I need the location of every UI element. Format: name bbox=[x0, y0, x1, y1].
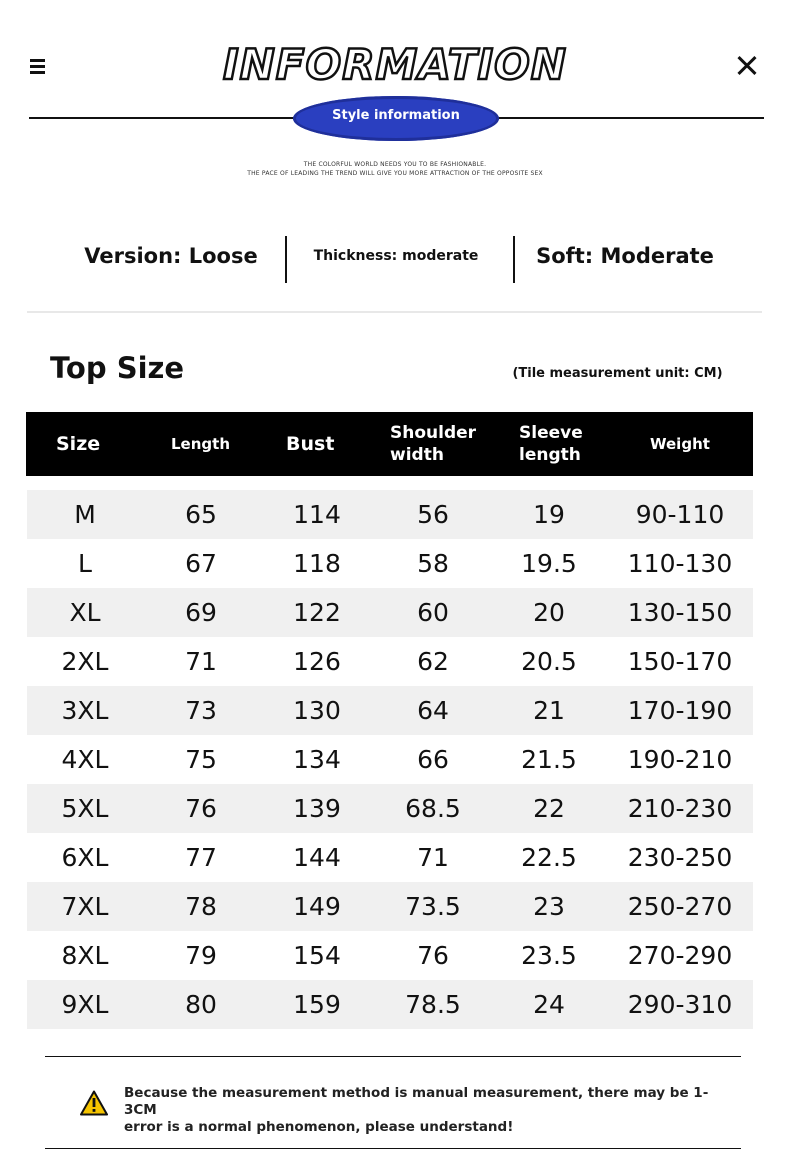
bust-cell: 134 bbox=[293, 745, 341, 774]
sleeve-cell: 21.5 bbox=[521, 745, 577, 774]
shoulder-cell: 71 bbox=[417, 843, 449, 872]
thickness-attribute: Thickness: moderate bbox=[313, 248, 479, 264]
size-cell: 3XL bbox=[61, 696, 109, 725]
length-cell: 67 bbox=[185, 549, 217, 578]
header-length: Length bbox=[171, 435, 230, 453]
shoulder-cell: 62 bbox=[417, 647, 449, 676]
length-cell: 71 bbox=[185, 647, 217, 676]
size-cell: 6XL bbox=[61, 843, 109, 872]
table-row bbox=[27, 980, 753, 1029]
header-sleeve-line-1: Sleeve bbox=[519, 423, 583, 443]
shoulder-cell: 64 bbox=[417, 696, 449, 725]
warning-triangle-icon bbox=[80, 1090, 108, 1116]
bust-cell: 159 bbox=[293, 990, 341, 1019]
shoulder-cell: 73.5 bbox=[405, 892, 461, 921]
weight-cell: 170-190 bbox=[627, 696, 733, 725]
weight-cell: 270-290 bbox=[627, 941, 733, 970]
size-table-header bbox=[26, 412, 753, 476]
disclaimer-line-2: error is a normal phenomenon, please understand! bbox=[124, 1119, 514, 1135]
sleeve-cell: 19 bbox=[533, 500, 565, 529]
header-bust: Bust bbox=[286, 433, 335, 455]
length-cell: 79 bbox=[185, 941, 217, 970]
header-sleeve-line-2: length bbox=[519, 445, 581, 465]
header-weight: Weight bbox=[650, 435, 710, 453]
weight-cell: 150-170 bbox=[627, 647, 733, 676]
weight-cell: 190-210 bbox=[627, 745, 733, 774]
header-rule-left bbox=[29, 117, 297, 119]
style-information-badge: Style information bbox=[293, 96, 499, 141]
weight-cell: 210-230 bbox=[627, 794, 733, 823]
bust-cell: 149 bbox=[293, 892, 341, 921]
shoulder-cell: 66 bbox=[417, 745, 449, 774]
shoulder-cell: 68.5 bbox=[405, 794, 461, 823]
bust-cell: 118 bbox=[293, 549, 341, 578]
table-row bbox=[27, 637, 753, 686]
header-sleeve-length bbox=[519, 412, 583, 476]
weight-cell: 130-150 bbox=[627, 598, 733, 627]
length-cell: 69 bbox=[185, 598, 217, 627]
size-cell: 5XL bbox=[61, 794, 109, 823]
size-cell: 4XL bbox=[61, 745, 109, 774]
size-cell: 7XL bbox=[61, 892, 109, 921]
footer-rule-bottom bbox=[45, 1148, 741, 1149]
length-cell: 80 bbox=[185, 990, 217, 1019]
header-shoulder-line-1: Shoulder bbox=[390, 423, 477, 443]
size-cell: 9XL bbox=[61, 990, 109, 1019]
size-cell: 2XL bbox=[61, 647, 109, 676]
measurement-disclaimer bbox=[124, 1085, 714, 1136]
weight-cell: 250-270 bbox=[627, 892, 733, 921]
header-shoulder-line-2: width bbox=[390, 445, 444, 465]
table-row bbox=[27, 931, 753, 980]
sleeve-cell: 21 bbox=[533, 696, 565, 725]
bust-cell: 144 bbox=[293, 843, 341, 872]
tagline-line-2: THE PACE OF LEADING THE TREND WILL GIVE YOU MORE ATTRACTION OF THE OPPOSITE SEX bbox=[247, 170, 543, 177]
size-cell: M bbox=[74, 500, 96, 529]
size-cell: 8XL bbox=[61, 941, 109, 970]
size-cell: XL bbox=[69, 598, 101, 627]
weight-cell: 90-110 bbox=[635, 500, 725, 529]
table-row bbox=[27, 784, 753, 833]
shoulder-cell: 60 bbox=[417, 598, 449, 627]
hamburger-menu-icon[interactable] bbox=[28, 56, 48, 76]
table-row bbox=[27, 490, 753, 539]
table-row bbox=[27, 686, 753, 735]
table-row bbox=[27, 588, 753, 637]
sleeve-cell: 22.5 bbox=[521, 843, 577, 872]
length-cell: 76 bbox=[185, 794, 217, 823]
size-cell: L bbox=[78, 549, 92, 578]
attribute-divider bbox=[285, 236, 287, 283]
length-cell: 77 bbox=[185, 843, 217, 872]
length-cell: 65 bbox=[185, 500, 217, 529]
shoulder-cell: 76 bbox=[417, 941, 449, 970]
attribute-divider bbox=[513, 236, 515, 283]
bust-cell: 154 bbox=[293, 941, 341, 970]
sleeve-cell: 23 bbox=[533, 892, 565, 921]
length-cell: 75 bbox=[185, 745, 217, 774]
tagline-line-1: THE COLORFUL WORLD NEEDS YOU TO BE FASHIONABLE. bbox=[303, 161, 487, 168]
header-shoulder-width bbox=[390, 412, 476, 476]
sleeve-cell: 22 bbox=[533, 794, 565, 823]
bust-cell: 130 bbox=[293, 696, 341, 725]
weight-cell: 230-250 bbox=[627, 843, 733, 872]
bust-cell: 114 bbox=[293, 500, 341, 529]
table-row bbox=[27, 539, 753, 588]
sleeve-cell: 19.5 bbox=[521, 549, 577, 578]
sleeve-cell: 20 bbox=[533, 598, 565, 627]
size-table-body bbox=[27, 490, 753, 1029]
length-cell: 73 bbox=[185, 696, 217, 725]
page-title: INFORMATION bbox=[223, 40, 567, 89]
section-title: Top Size bbox=[50, 351, 185, 385]
header-rule-right bbox=[495, 117, 764, 119]
bust-cell: 126 bbox=[293, 647, 341, 676]
close-icon[interactable] bbox=[734, 53, 760, 79]
section-divider bbox=[27, 311, 762, 313]
sleeve-cell: 20.5 bbox=[521, 647, 577, 676]
header-size: Size bbox=[56, 433, 101, 455]
weight-cell: 290-310 bbox=[627, 990, 733, 1019]
bust-cell: 122 bbox=[293, 598, 341, 627]
version-attribute: Version: Loose bbox=[84, 244, 258, 268]
soft-attribute: Soft: Moderate bbox=[536, 244, 714, 268]
table-row bbox=[27, 833, 753, 882]
table-row bbox=[27, 882, 753, 931]
table-row bbox=[27, 735, 753, 784]
length-cell: 78 bbox=[185, 892, 217, 921]
sleeve-cell: 23.5 bbox=[521, 941, 577, 970]
bust-cell: 139 bbox=[293, 794, 341, 823]
footer-rule-top bbox=[45, 1056, 741, 1057]
shoulder-cell: 56 bbox=[417, 500, 449, 529]
weight-cell: 110-130 bbox=[627, 549, 733, 578]
shoulder-cell: 58 bbox=[417, 549, 449, 578]
shoulder-cell: 78.5 bbox=[405, 990, 461, 1019]
sleeve-cell: 24 bbox=[533, 990, 565, 1019]
measurement-unit-note: (Tile measurement unit: CM) bbox=[512, 366, 723, 381]
disclaimer-line-1: Because the measurement method is manual measurement, there may be 1-3CM bbox=[124, 1085, 709, 1118]
